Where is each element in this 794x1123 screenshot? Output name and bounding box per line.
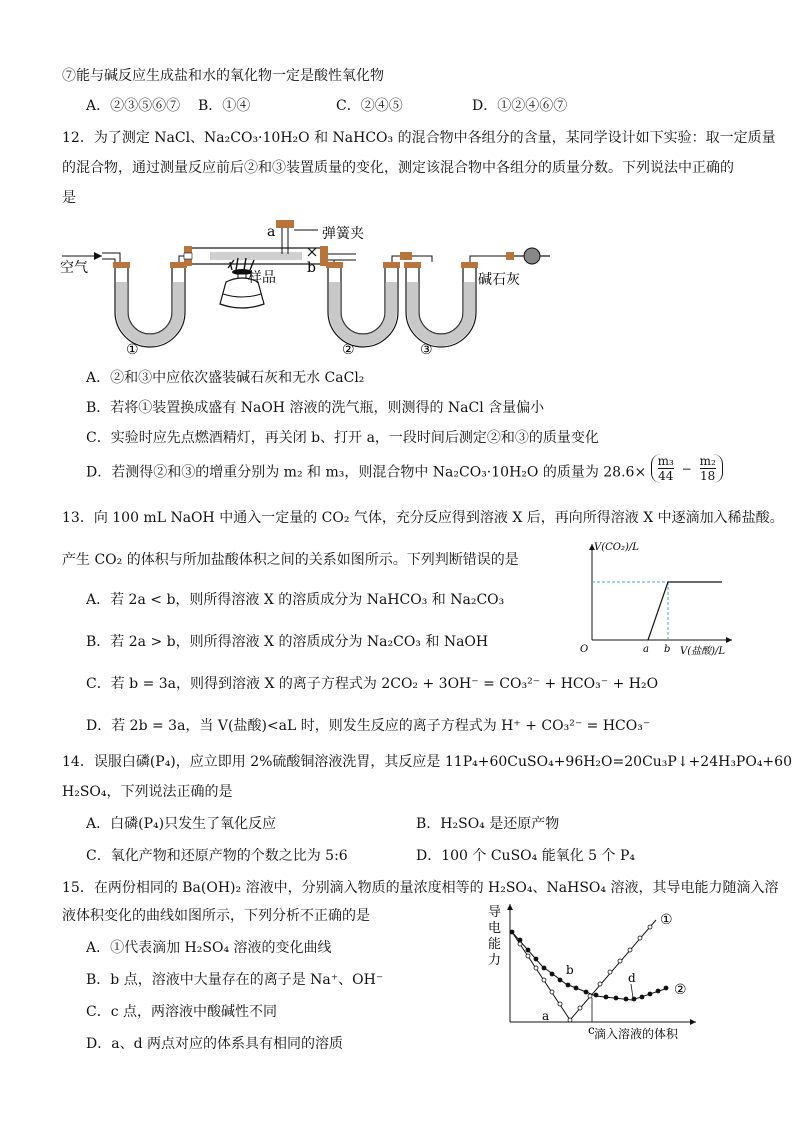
q12-stem-line-1: 12．为了测定 NaCl、Na₂CO₃·10H₂O 和 NaHCO₃ 的混合物中各组分的含量，某同学设计如下实验：取一定质量 <box>62 130 776 146</box>
q14-stem-line-1: 14．误服白磷(P₄)，应立即用 2%硫酸铜溶液洗胃，其反应是 11P₄+60CuSO₄+96H₂O=20Cu₃P↓+24H₃PO₄+60 <box>62 754 792 770</box>
point-a-label: a <box>542 1009 550 1023</box>
q14-option-b: B．H₂SO₄ 是还原产物 <box>416 816 560 832</box>
y-label-char-1: 导 <box>488 905 502 920</box>
curve-1-label: ① <box>660 912 673 928</box>
q12-option-c: C．实验时应先点燃酒精灯，再关闭 b、打开 a，一段时间后测定②和③的质量变化 <box>86 430 599 446</box>
sample-label: 样品 <box>248 270 276 286</box>
frac2-num: m₂ <box>699 454 716 468</box>
q11-option-d: D．①②④⑥⑦ <box>472 98 568 114</box>
y-label-char-2: 电 <box>488 921 502 936</box>
y-axis-label: V(CO₂)/L <box>594 542 639 553</box>
tube-2-label: ② <box>342 342 355 358</box>
u-tube-1 <box>113 262 187 347</box>
q12-stem-line-3: 是 <box>62 190 76 206</box>
label-b: b <box>307 260 316 276</box>
q14-option-d: D．100 个 CuSO₄ 能氧化 5 个 P₄ <box>416 848 635 864</box>
frac1-num: m₃ <box>657 454 674 468</box>
q12-stem-line-2: 的混合物，通过测量反应前后②和③装置质量的变化，测定该混合物中各组分的质量分数。下列说法中正确的 <box>62 160 734 176</box>
y-label-char-4: 力 <box>488 953 502 968</box>
label-a: a <box>267 224 276 240</box>
spring-clip-label: 弹簧夹 <box>322 226 364 242</box>
q15-stem-line-1: 15．在两份相同的 Ba(OH)₂ 溶液中，分别滴入物质的量浓度相等的 H₂SO₄、NaHSO₄ 溶液，其导电能力随滴入溶 <box>62 880 779 896</box>
origin-label: O <box>580 644 589 655</box>
q11-option-a: A．②③⑤⑥⑦ <box>86 98 181 114</box>
q15-option-d: D．a、d 两点对应的体系具有相同的溶质 <box>86 1036 343 1052</box>
curve-2-points <box>510 930 669 1002</box>
q11-option-b: B．①④ <box>198 98 251 114</box>
point-d-label: d <box>628 971 636 985</box>
curve-2-label: ② <box>674 982 687 998</box>
point-c-label: c <box>588 1023 595 1037</box>
q12-option-a: A．②和③中应依次盛装碱石灰和无水 CaCl₂ <box>86 370 365 386</box>
point-b-label: b <box>566 963 574 977</box>
fraction-group <box>651 454 723 483</box>
q11-statement-7: ⑦能与碱反应生成盐和水的氧化物一定是酸性氧化物 <box>62 68 384 84</box>
q13-stem-line-2: 产生 CO₂ 的体积与所加盐酸体积之间的关系如图所示。下列判断错误的是 <box>62 552 519 568</box>
q13-option-c: C．若 b = 3a，则得到溶液 X 的离子方程式为 2CO₂ + 3OH⁻ = CO₃²⁻ + HCO₃⁻ + H₂O <box>86 676 659 692</box>
q15-option-c: C．c 点，两溶液中酸碱性不同 <box>86 1004 278 1020</box>
air-label: 空气 <box>60 260 88 276</box>
x-axis-label: V(盐酸)/L <box>680 646 726 656</box>
frac1-den: 44 <box>658 469 674 483</box>
q13-option-d: D．若 2b = 3a，当 V(盐酸)<aL 时，则发生反应的离子方程式为 H⁺ + CO₃²⁻ = HCO₃⁻ <box>86 718 651 734</box>
tick-a: a <box>643 644 649 655</box>
co2-curve <box>648 582 722 640</box>
q13-graph <box>576 536 736 656</box>
q13-option-a: A．若 2a < b，则所得溶液 X 的溶质成分为 NaHCO₃ 和 Na₂CO₃ <box>86 592 505 608</box>
x-axis-label: 滴入溶液的体积 <box>594 1027 679 1041</box>
q15-option-a: A．①代表滴加 H₂SO₄ 溶液的变化曲线 <box>86 940 332 956</box>
q12-option-d-text: D．若测得②和③的增重分别为 m₂ 和 m₃，则混合物中 Na₂CO₃·10H₂O 的质量为 28.6× <box>86 464 647 481</box>
y-label-char-3: 能 <box>488 937 502 952</box>
q13-option-b: B．若 2a > b，则所得溶液 X 的溶质成分为 Na₂CO₃ 和 NaOH <box>86 634 489 650</box>
air-arrow-head <box>94 252 102 260</box>
u-tube-2 <box>326 262 400 347</box>
curve-1-line <box>512 920 656 1020</box>
q11-option-c: C．②④⑤ <box>336 98 403 114</box>
q12-option-d <box>86 454 723 483</box>
q14-option-c: C．氧化产物和还原产物的个数之比为 5:6 <box>86 848 348 864</box>
soda-lime-tube <box>506 248 550 264</box>
q12-apparatus-figure <box>60 212 560 358</box>
q14-option-a: A．白磷(P₄)只发生了氧化反应 <box>86 816 277 832</box>
q13-stem-line-1: 13．向 100 mL NaOH 中通入一定量的 CO₂ 气体，充分反应得到溶液 X 后，再向所得溶液 X 中逐滴加入稀盐酸。 <box>62 510 784 526</box>
tick-b: b <box>664 644 671 655</box>
q15-option-b: B．b 点，溶液中大量存在的离子是 Na⁺、OH⁻ <box>86 972 384 988</box>
fraction-minus: − <box>681 461 692 476</box>
q15-graph <box>486 898 716 1044</box>
soda-lime-label: 碱石灰 <box>478 272 520 288</box>
frac2-den: 18 <box>700 469 716 483</box>
tube-3-label: ③ <box>420 342 433 358</box>
q14-stem-line-2: H₂SO₄，下列说法正确的是 <box>62 784 233 800</box>
q12-option-b: B．若将①装置换成盛有 NaOH 溶液的洗气瓶，则测得的 NaCl 含量偏小 <box>86 400 545 416</box>
u-tube-3 <box>404 262 478 347</box>
q15-stem-line-2: 液体积变化的曲线如图所示，下列分析不正确的是 <box>62 908 370 924</box>
clip-a <box>276 220 294 228</box>
tube-1-label: ① <box>126 342 139 358</box>
